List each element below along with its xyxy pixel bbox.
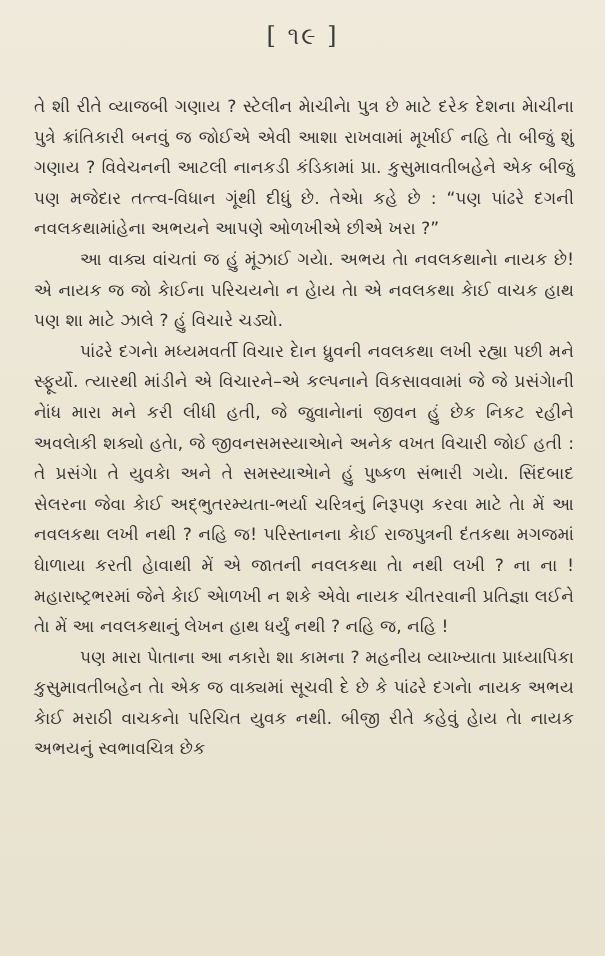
paragraph-2: આ વાક્ય વાંચતાં જ હું મૂંઝાઈ ગયેા. અભય તેા નવલકથાનેા નાયક છે! એ નાયક જ જો કેાઈના પરિચયનેા ન હેાય તેા એ નવલકથા કેાઈ વાચક હાથ પણ શા માટે ઝાલે ? હું વિચારે ચડ્યો. bbox=[34, 249, 574, 332]
page-number: [ ૧૯ ] bbox=[266, 22, 339, 50]
paragraph-3: પાંઢરે દગનેા મધ્યમવર્તી વિચાર દેાન ધ્રુવની નવલકથા લખી રહ્યા પછી મને સ્ફૂર્યો. ત્યારથી માંડીને એ વિચારને–એ કલ્પનાને વિકસાવવામાં જે જે પ્રસંગેાની નેાંધ મારા મને કરી લીધી હતી, જે જુવાનેાનાં જીવન હું છેક નિકટ રહીને અવલેાકી શક્યો હતેા, જે જીવનસમસ્યાએાને અનેક વખત વિચારી જોઈ હતી : તે પ્રસંગેા તે યુવકેા અને તે સમસ્યાએાને હું પુષ્કળ સંભારી ગયેા. સિંદબાદ સેલરના જેવા કેાઈ અદ્ભુતરમ્યતા-ભર્યા ચરિત્રનું નિરૂપણ કરવા માટે તેા મેં આ નવલકથા લખી નથી ? નહિ જ! પરિસ્તાનના કેાઈ રાજપુત્રની દંતકથા મગજમાં ઘેાળાયા કરતી હેાવાથી મેં એ જાતની નવલકથા તેા નથી લખી ? ના ના ! મહારાષ્ટ્રભરમાં જેને કેાઈ એાળખી ન શકે એવેા નાયક ચીતરવાની પ્રતિજ્ઞા લઈને તેા મેં આ નવલકથાનું લેખન હાથ ધર્યું નથી ? નહિ જ, નહિ ! bbox=[34, 341, 574, 638]
paragraph-1: તે શી રીતે વ્યાજબી ગણાય ? સ્ટેલીન મેાચીનેા પુત્ર છે માટે દરેક દેશના મેાચીના પુત્રે ક્રાંતિકારી બનવું જ જોઈએ એવી આશા રાખવામાં મૂર્ખાઈ નહિ તેા બીજું શું ગણાય ? વિવેચનની આટલી નાનકડી કંડિકામાં પ્રા. કુસુમાવતીબહેને એક બીજું પણ મજેદાર તત્ત્વ-વિધાન ગૂંથી દીધું છે. તેએા કહે છે : “પણ પાંઢરે દગની નવલકથામાંહેના અભયને આપણે ઓળખીએ છીએ ખરા ?” bbox=[34, 97, 574, 240]
paragraph-4: પણ મારા પેાતાના આ નકારેા શા કામના ? મહનીય વ્યાખ્યાતા પ્રાધ્યાપિકા કુસુમાવતીબહેન તેા એક જ વાક્યમાં સૂચવી દે છે કે પાંઢરે દગનેા નાયક અભય કેાઈ મરાઠી વાચકનેા પરિચિત યુવક નથી. બીજી રીતે કહેવું હેાય તેા નાયક અભયનું સ્વભાવચિત્ર છેક bbox=[34, 647, 574, 760]
body-text bbox=[34, 92, 574, 765]
